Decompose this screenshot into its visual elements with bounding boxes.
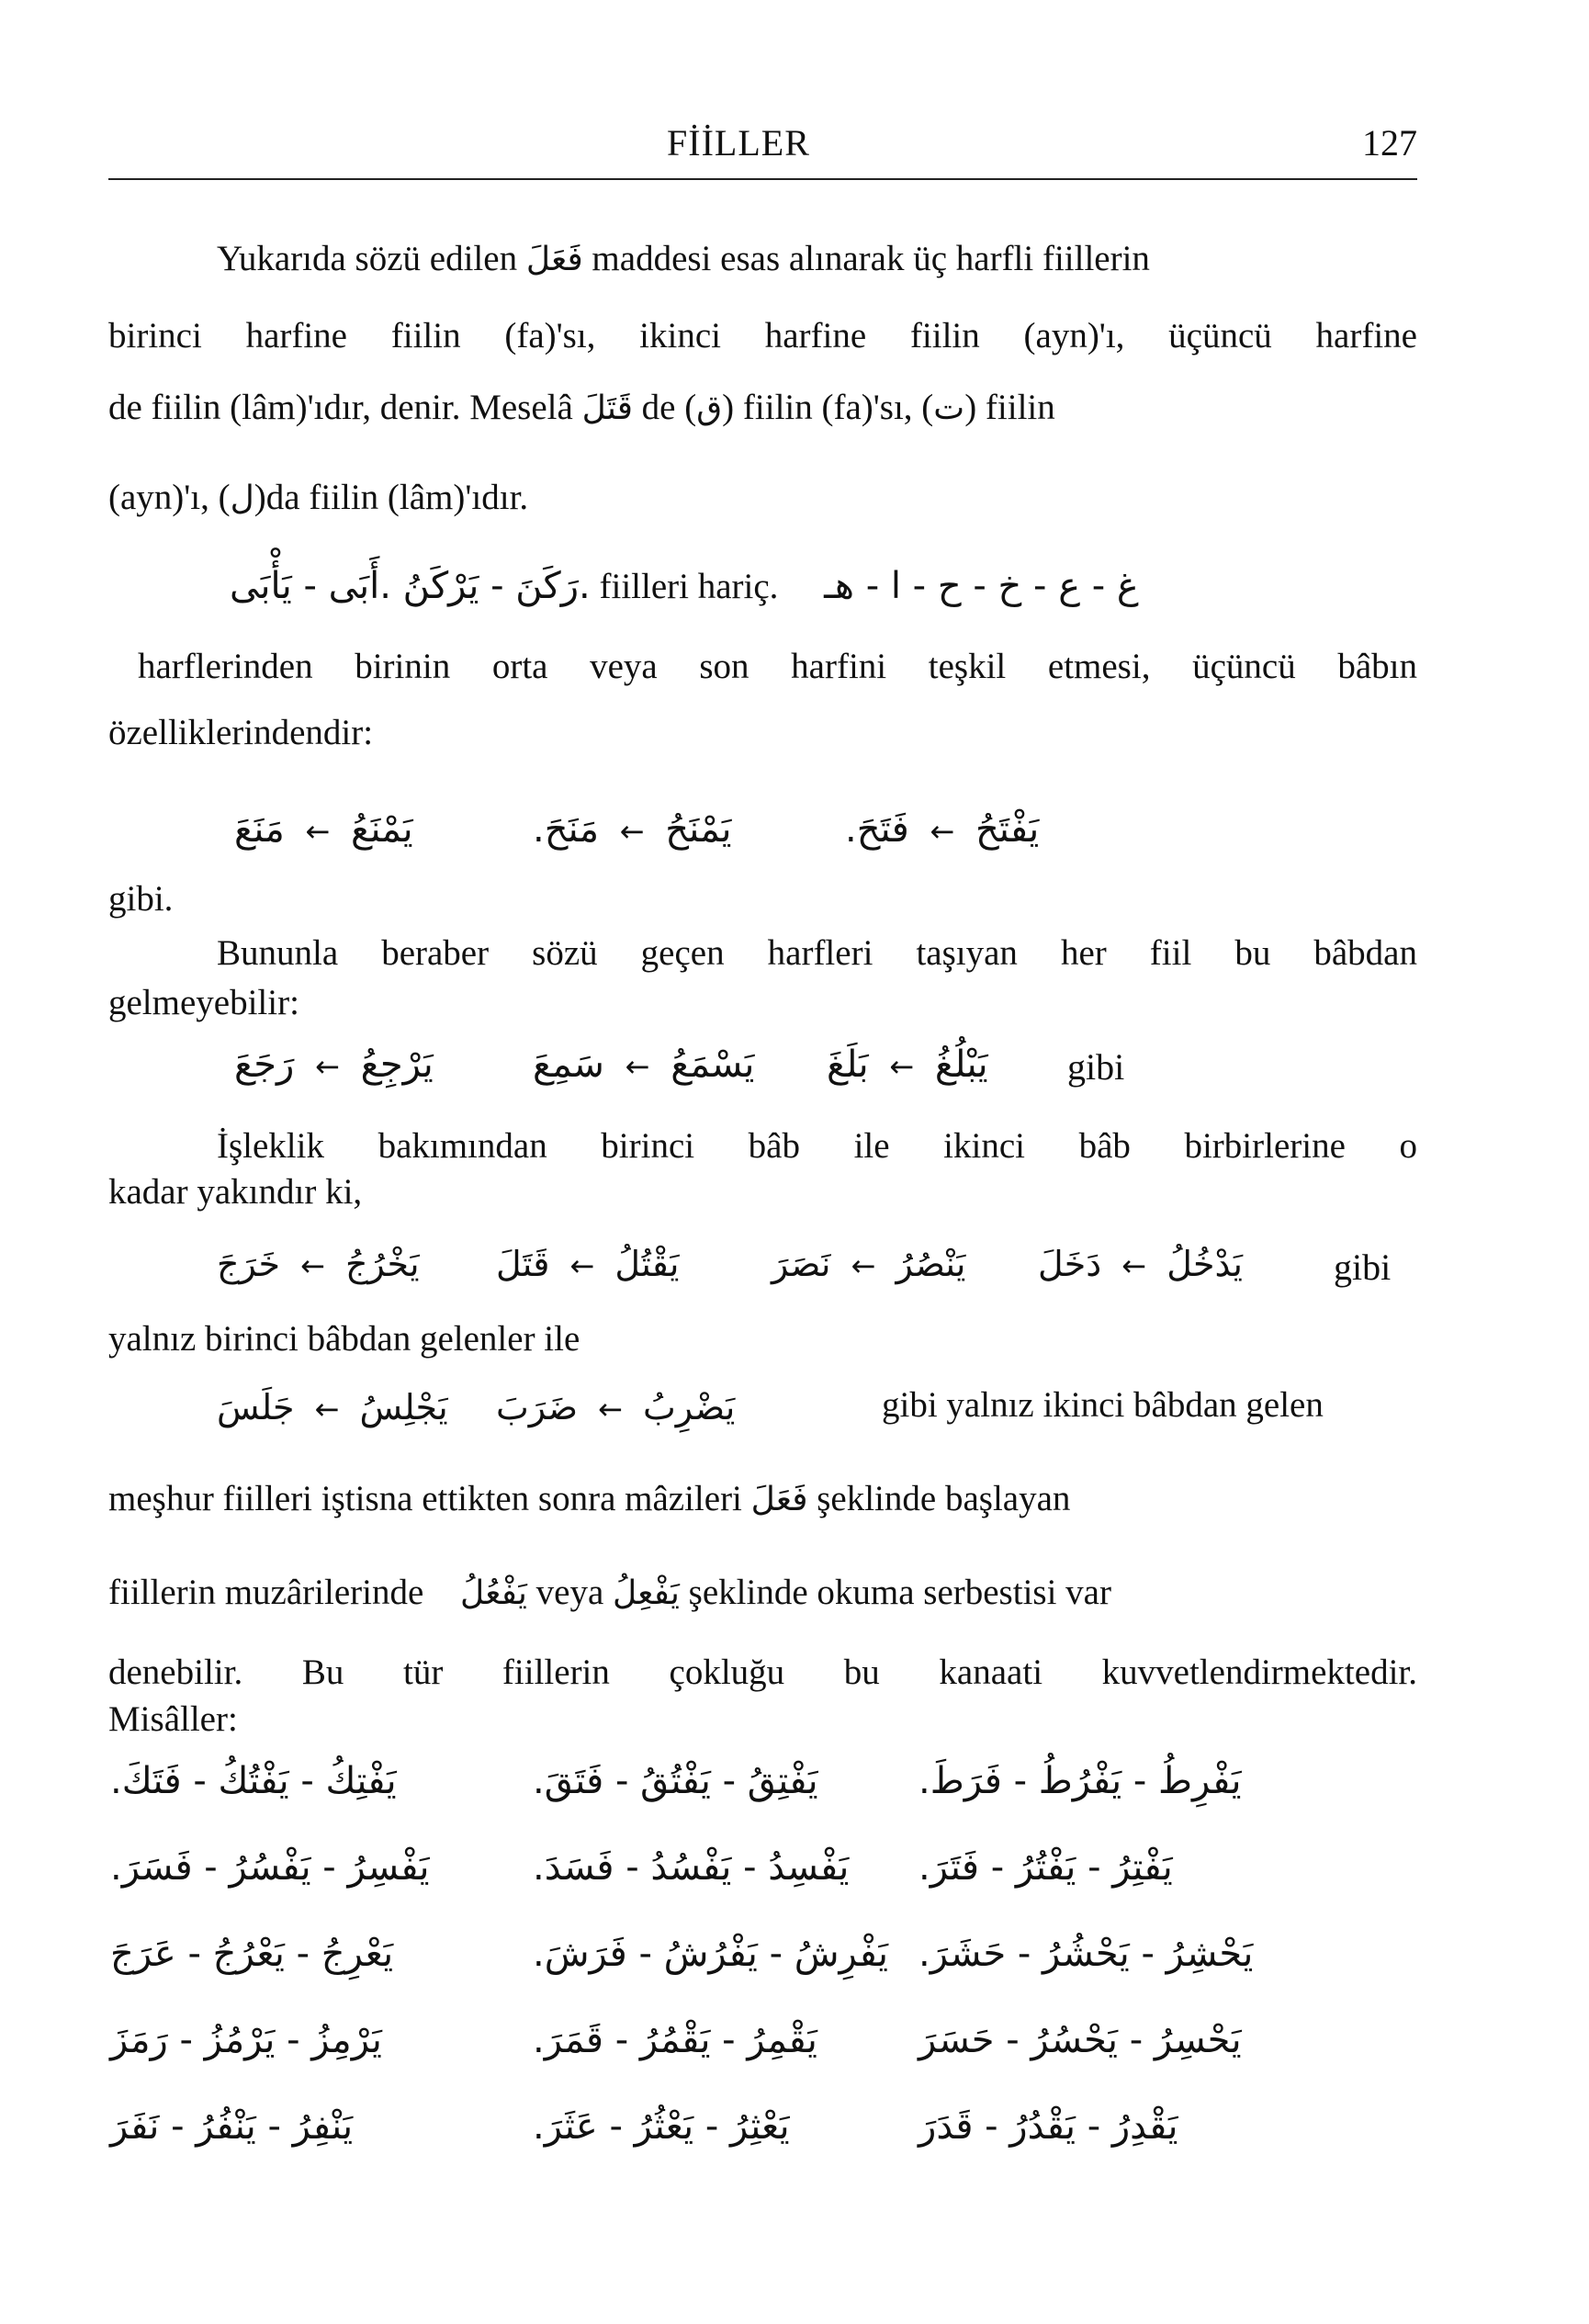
example-group-11	[217, 1387, 448, 1427]
text-line-13: yalnız birinci bâbdan gelenler ile	[108, 1319, 580, 1359]
text-segment: maddesi esas alınarak üç harfli fiillerin	[592, 239, 1150, 278]
text-line-10: gelmeyebilir:	[108, 983, 299, 1022]
verb-present: يَسْمَعُ	[671, 1044, 755, 1086]
text-line-17: denebilir. Bu tür fiillerin çokluğu bu kanaati kuvvetlendirmektedir.	[108, 1653, 1417, 1692]
arrow-icon: ←	[315, 1049, 340, 1084]
example-group-3	[845, 808, 1039, 851]
example-group-10	[1038, 1244, 1243, 1284]
text-line-8: gibi.	[108, 879, 174, 919]
arrow-icon: ←	[314, 1392, 340, 1427]
example-entry: يَفْرِطُ - يَفْرُطُ - فَرَطَ.	[918, 1760, 1242, 1802]
page-header	[108, 118, 1417, 180]
text-segment: şeklinde okuma serbestisi var	[688, 1573, 1111, 1612]
example-entry: يَفْتِقُ - يَفْتُقُ - فَتَقَ.	[533, 1760, 818, 1802]
example-entry: يَقْمِرُ - يَقْمُرُ - قَمَرَ.	[533, 2019, 817, 2061]
arabic-exceptions: .رَكَنَ - يَرْكَنُ .أَبَى - يَأْبَى	[230, 565, 591, 607]
verb-present: يَمْنَحُ	[665, 808, 732, 851]
text-line-15	[108, 1475, 1417, 1524]
arrow-icon: ←	[625, 1049, 650, 1084]
arrow-icon: ←	[1121, 1248, 1147, 1283]
text-segment: Yukarıda sözü edilen	[217, 239, 518, 278]
text-line-3	[108, 384, 1417, 433]
punctuation: .	[845, 808, 857, 851]
verb-present: يَضْرِبُ	[643, 1387, 736, 1427]
arabic-word: فَعَلَ	[750, 1481, 808, 1518]
verb-past: رَجَعَ	[234, 1044, 295, 1086]
chapter-title: FİİLLER	[667, 122, 810, 164]
text-line-11: İşleklik bakımından birinci bâb ile ikinci bâb birbirlerine o	[217, 1126, 1417, 1166]
page-number: 127	[1362, 122, 1417, 164]
example-group-7	[217, 1244, 420, 1284]
text-segment: de (	[641, 388, 697, 427]
verb-past: خَرَجَ	[217, 1244, 280, 1284]
text-line-14: gibi yalnız ikinci bâbdan gelen	[882, 1385, 1324, 1425]
verb-past: بَلَغَ	[827, 1044, 869, 1086]
verb-past: ضَرَبَ	[496, 1387, 579, 1427]
arrow-icon: ←	[851, 1248, 876, 1283]
example-group-8	[496, 1244, 679, 1284]
text-segment: meşhur fiilleri iştisna ettikten sonra mâzileri	[108, 1479, 742, 1518]
example-entry: يَفْسِدُ - يَفْسُدُ - فَسَدَ.	[533, 1846, 850, 1889]
punctuation: .	[533, 808, 545, 851]
text-segment: (ayn)'ı, (	[108, 478, 231, 517]
text-line-5	[230, 562, 1417, 611]
text-line-7: özelliklerindendir:	[108, 713, 374, 752]
arrow-icon: ←	[930, 814, 955, 849]
verb-present: يَبْلُغُ	[934, 1044, 988, 1086]
arabic-letters-list: غ - ع - خ - ح - ا - هـ	[824, 565, 1139, 607]
text-line-16	[108, 1569, 1417, 1618]
text-segment: fiillerin muzârilerinde	[108, 1573, 424, 1612]
example-entry: يَعْرِجُ - يَعْرُجُ - عَرَجَ	[110, 1933, 394, 1975]
verb-past: سَمِعَ	[533, 1044, 604, 1086]
example-entry: يَحْسِرُ - يَحْسُرُ - حَسَرَ	[918, 2019, 1242, 2061]
example-group-6	[827, 1044, 988, 1086]
text-segment: )da fiilin (lâm)'ıdır.	[254, 478, 529, 517]
verb-past: قَتَلَ	[496, 1244, 550, 1284]
verb-present: يَنْصُرُ	[896, 1244, 966, 1284]
verb-present: يَجْلِسُ	[359, 1387, 448, 1427]
arrow-icon: ←	[619, 814, 645, 849]
arrow-icon: ←	[598, 1392, 623, 1427]
text-line-1	[217, 235, 1417, 284]
verb-past: مَنَحَ	[544, 808, 600, 851]
verb-present: يَمْنَعُ	[351, 808, 413, 851]
gibi-label: gibi	[1067, 1046, 1125, 1088]
verb-past: نَصَرَ	[772, 1244, 831, 1284]
arrow-icon: ←	[889, 1049, 915, 1084]
text-segment: şeklinde başlayan	[817, 1479, 1071, 1518]
arabic-word: يَفْعُلُ	[460, 1574, 527, 1612]
text-line-12: kadar yakındır ki,	[108, 1172, 363, 1212]
arabic-letter: ل	[230, 479, 254, 517]
text-line-9: Bununla beraber sözü geçen harfleri taşıyan her fiil bu bâbdan	[217, 933, 1417, 973]
verb-present: يَدْخُلُ	[1166, 1244, 1243, 1284]
example-entry: يَفْتِكُ - يَفْتُكُ - فَتَكَ.	[110, 1760, 397, 1802]
example-entry: يَفْتِرُ - يَفْتُرُ - فَتَرَ.	[918, 1846, 1173, 1889]
text-segment: de fiilin (lâm)'ıdır, denir. Meselâ	[108, 388, 573, 427]
verb-present: يَرْجِعُ	[360, 1044, 434, 1086]
example-entry: يَقْدِرُ - يَقْدُرُ - قَدَرَ	[918, 2105, 1178, 2148]
example-group-4	[234, 1044, 434, 1086]
text-line-6: harflerinden birinin orta veya son harfini teşkil etmesi, üçüncü bâbın	[138, 647, 1417, 686]
arrow-icon: ←	[305, 814, 331, 849]
text-line-18: Misâller:	[108, 1699, 238, 1739]
arabic-word: قَتَلَ	[581, 389, 633, 427]
verb-present: يَقْتُلُ	[614, 1244, 680, 1284]
text-segment: ) fiilin (fa)'sı, (	[722, 388, 934, 427]
text-line-4	[108, 474, 1417, 523]
arabic-letter: ت	[933, 389, 965, 427]
text-segment: ) fiilin	[964, 388, 1055, 427]
arrow-icon: ←	[569, 1248, 595, 1283]
text-segment: veya	[535, 1573, 604, 1612]
arrow-icon: ←	[300, 1248, 325, 1283]
example-entry: يَعْثِرُ - يَعْثُرُ - عَثَرَ.	[533, 2105, 790, 2148]
arabic-word: فَعَلَ	[525, 241, 583, 278]
gibi-label: gibi	[1334, 1247, 1392, 1288]
example-entry: يَحْشِرُ - يَحْشُرُ - حَشَرَ.	[918, 1933, 1254, 1975]
example-entry: يَفْسِرُ - يَفْسُرُ - فَسَرَ.	[110, 1846, 430, 1889]
example-group-1	[234, 808, 413, 851]
arabic-letter: ق	[696, 389, 723, 427]
example-group-9	[772, 1244, 965, 1284]
example-group-12	[496, 1387, 735, 1427]
example-group-5	[533, 1044, 754, 1086]
arabic-word: يَفْعِلُ	[613, 1574, 680, 1612]
verb-past: جَلَسَ	[217, 1387, 295, 1427]
example-group-2	[533, 808, 731, 851]
text-line-2: birinci harfine fiilin (fa)'sı, ikinci harfine fiilin (ayn)'ı, üçüncü harfine	[108, 316, 1417, 355]
text-segment: fiilleri hariç.	[599, 567, 779, 606]
verb-past: فَتَحَ	[856, 808, 909, 851]
example-entry: يَرْمِزُ - يَرْمُزُ - رَمَزَ	[110, 2019, 382, 2061]
example-entry: يَفْرِشُ - يَفْرُشُ - فَرَشَ.	[533, 1933, 888, 1975]
verb-past: مَنَعَ	[234, 808, 285, 851]
verb-present: يَفْتَحُ	[975, 808, 1040, 851]
example-entry: يَنْفِرُ - يَنْفُرُ - نَفَرَ	[110, 2105, 354, 2148]
verb-past: دَخَلَ	[1038, 1244, 1102, 1284]
verb-present: يَخْرُجُ	[345, 1244, 420, 1284]
